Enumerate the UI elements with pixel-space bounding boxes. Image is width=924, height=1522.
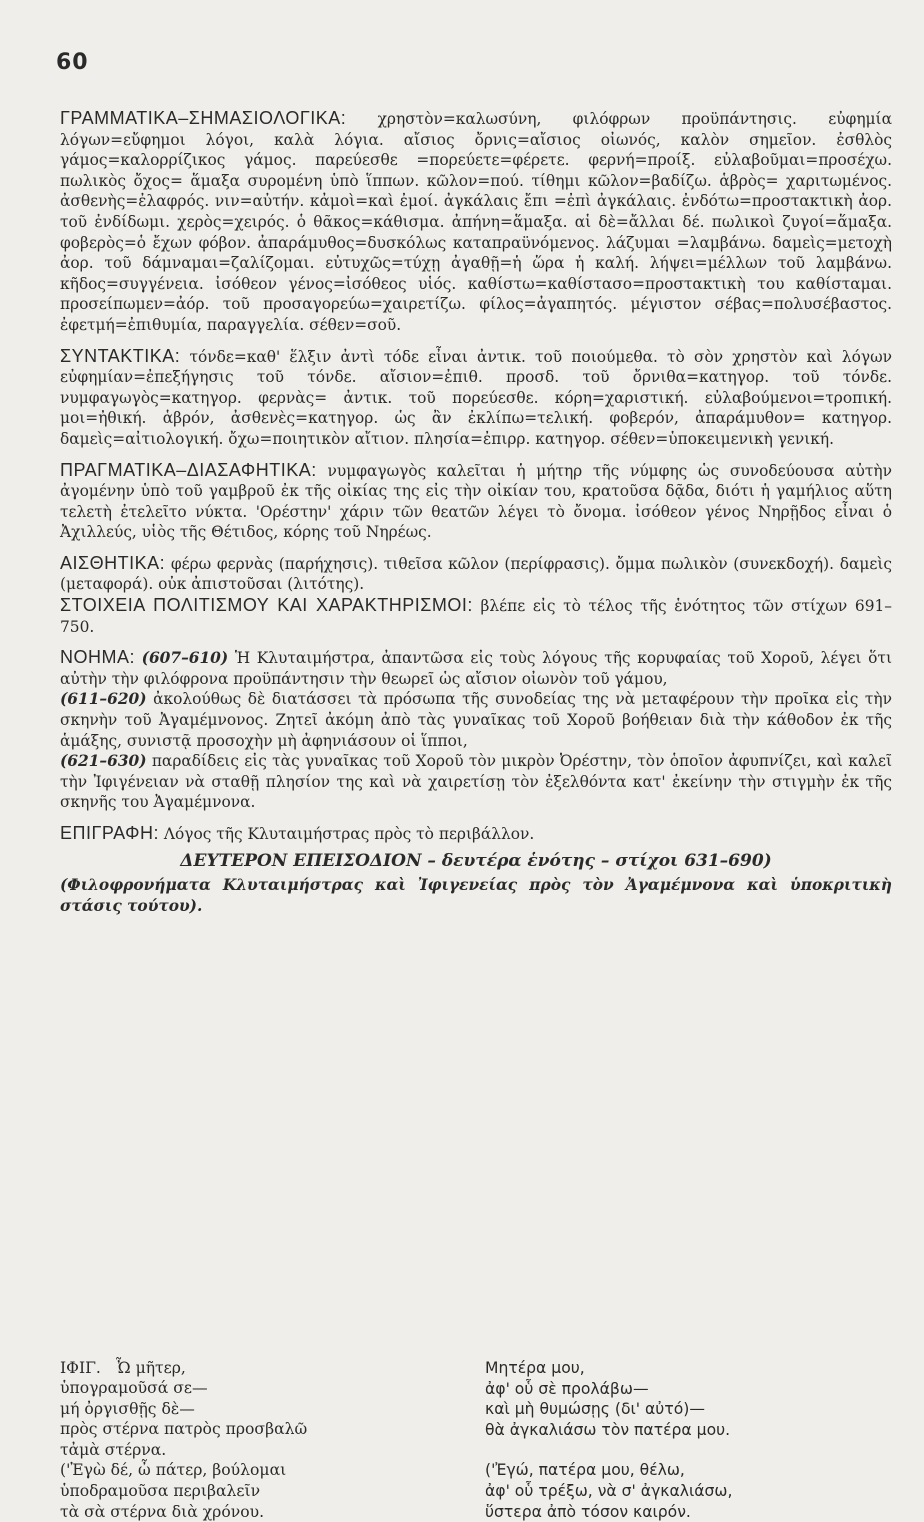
verse-line: τἀμὰ στέρνα. <box>60 1440 167 1459</box>
pragmatic-section <box>60 460 892 543</box>
grammar-heading: ΓΡΑΜΜΑΤΙΚΑ–ΣΗΜΑΣΙΟΛΟΓΙΚΑ: <box>60 108 347 128</box>
verse-line: ὑποδραμοῦσα περιβαλεῖν <box>60 1481 261 1500</box>
meaning-section <box>60 647 892 813</box>
translation-line: καὶ μὴ θυμώσῃς (δι' αὐτό)— <box>485 1400 705 1419</box>
pragmatic-heading: ΠΡΑΓΜΑΤΙΚΑ–ΔΙΑΣΑΦΗΤΙΚΑ: <box>60 459 317 480</box>
syntax-heading: ΣΥΝΤΑΚΤΙΚΑ: <box>60 345 181 366</box>
meaning-ref-3: (621–630) <box>60 752 147 771</box>
verse-line: πρὸς στέρνα πατρὸς προσβαλῶ <box>60 1420 308 1439</box>
translation-line: ἀφ' οὗ τρέξω, νὰ σ' ἀγκαλιάσω, <box>485 1481 733 1500</box>
episode-title: ΔΕΥΤΕΡΟΝ ΕΠΕΙΣΟΔΙΟΝ – δευτέρα ἑνότης – στίχοι 631–690) <box>180 850 772 871</box>
meaning-heading: ΝΟΗΜΑ: <box>60 647 135 668</box>
meaning-text-1: Ἡ Κλυταιμήστρα, ἀπαντῶσα εἰς τοὺς λόγους τῆς κορυφαίας τοῦ Χοροῦ, λέγει ὅτι αὐτὴν τὴν φιλόφρονα προϋπάντησιν τὴν θεωρεῖ ὡς αἴσιον οἰωνὸν τοῦ γάμου, <box>60 649 892 688</box>
aesthetic-text: φέρω φερνὰς (παρήχησις). τιθεῖσα κῶλον (περίφρασις). ὄμμα πωλικὸν (συνεκδοχή). δαμεὶς (μεταφορά). οὐκ ἀπιστοῦσαι (λιτότης). <box>60 554 892 594</box>
verse-line: τὰ σὰ στέρνα διὰ χρόνου. <box>60 1502 265 1521</box>
verse-line: ('Ἐγὼ δέ, ὦ πάτερ, βούλομαι <box>60 1461 287 1480</box>
epigraph-section <box>60 823 892 845</box>
translation-column <box>485 1358 895 1522</box>
commentary-body <box>60 108 892 918</box>
speaker-label: ΙΦΙΓ. <box>60 1359 101 1377</box>
meaning-ref-2: (611–620) <box>60 690 147 709</box>
page-number: 60 <box>56 50 89 75</box>
syntax-text: τόνδε=καθ' ἕλξιν ἀντὶ τόδε εἶναι ἀντικ. τοῦ ποιούμεθα. τὸ σὸν χρηστὸν καὶ λόγων εὐφημίαν=ἐπεξήγησις τοῦ τόνδε. αἴσιον=ἐπιθ. προσδ. τοῦ ὄρνιθα=κατηγορ. τοῦ τόνδε. νυμφαγωγὸς=κατηγορ. φερνὰς= ἀντικ. τοῦ πορεύεσθε. κόρη=χαριστική. εὐλαβούμενοι=τροπική. μοι=ἠθική. ἁβρόν, ἀσθενὲς=κατηγορ. ὡς ἂν ἐκλίπω=τελική. φοβερόν, ἀπαράμυθον= κατηγορ. δαμεὶς=αἰτιολογική. ὄχω=ποιητικὸν αἴτιον. πλησία=ἐπιρρ. κατηγορ. σέθεν=ὑποκειμενικὴ γενική. <box>60 347 892 448</box>
grammar-section <box>60 108 892 336</box>
verse-line: ὑπογραμοῦσά σε— <box>60 1379 208 1397</box>
epigraph-heading: ΕΠΙΓΡΑΦΗ: <box>60 823 159 843</box>
aesthetic-section <box>60 553 892 595</box>
stage-direction: (Φιλοφρονήματα Κλυταιμήστρας καὶ Ἰφιγενείας πρὸς τὸν Ἀγαμέμνονα καὶ ὑποκριτικὴ στάσις τούτου). <box>60 876 892 915</box>
aesthetic-heading: ΑΙΣΘΗΤΙΚΑ: <box>60 552 166 573</box>
verse-line: Ὦ μῆτερ, <box>116 1359 186 1377</box>
spacer <box>485 1440 895 1460</box>
translation-line: ὕστερα ἀπὸ τόσον καιρόν. <box>485 1502 691 1521</box>
culture-text: βλέπε εἰς τὸ τέλος τῆς ἑνότητος τῶν στίχων 691–750. <box>60 597 892 636</box>
meaning-text-3: παραδίδεις εἰς τὰς γυναῖκας τοῦ Χοροῦ τὸν μικρὸν Ὀρέστην, τὸν ὁποῖον ἀφυπνίζει, καὶ καλεῖ τὴν Ἰφιγένειαν νὰ σταθῇ πλησίον της καὶ νὰ χαιρετίσῃ τὸν ἐξελθόντα κατ' ἐκείνην τὴν στιγμὴν ἐκ τῆς σκηνῆς του Ἀγαμέμνονα. <box>60 752 892 812</box>
translation-line: ('Ἐγώ, πατέρα μου, θέλω, <box>485 1461 685 1480</box>
translation-line: Μητέρα μου, <box>485 1359 585 1377</box>
culture-section <box>60 595 892 637</box>
translation-line: θὰ ἀγκαλιάσω τὸν πατέρα μου. <box>485 1420 731 1439</box>
grammar-text: χρηστὸν=καλωσύνη, φιλόφρων προϋπάντησις. εὐφημία λόγων=εὔφημοι λόγοι, καλὰ λόγια. αἴσιος ὄρνις=αἴσιος οἰωνός, καλὸν σημεῖον. ἐσθλὸς γάμος=καλορρίζικος γάμος. παρεύεσθε =πορεύετε=φέρετε. φερνή=προίξ. εὐλαβοῦμαι=προσέχω. πωλικὸς ὄχος= ἅμαξα συρομένη ὑπὸ ἵππων. κῶλον=πού. τίθημι κῶλον=βαδίζω. ἁβρὸς= χαριτωμένος. ἀσθενὴς=ἐλαφρός. νιν=αὐτήν. κἀμοὶ=καὶ ἐμοί. ἀγκάλαις ἔπι =ἐπὶ ἀγκάλαις. ἐνδότω=προστακτικὴ ἀορ. τοῦ ἐνδίδωμι. χερὸς=χειρός. ὁ θᾶκος=κάθισμα. ἀπήνη=ἅμαξα. αἱ δὲ=ἄλλαι δέ. πωλικοὶ ζυγοί=ἅμαξα. φοβερὸς=ὁ ἔχων φόβον. ἀπαράμυθος=δυσκόλως καταπραϋνόμενος. λάζυμαι =λαμβάνω. δαμεὶς=μετοχὴ ἀορ. τοῦ δάμναμαι=ζαλίζομαι. εὐτυχῶς=τύχῃ ἀγαθῇ=ἡ ὥρα ἡ καλή. λήψει=μέλλων τοῦ λαμβάνω. κῆδος=συγγένεια. ἰσόθεον γένος=ἰσόθεος υἱός. καθίστω=καθίστασο=προστακτικὴ του καθίσταμαι. προσείπωμεν=ἀόρ. τοῦ προσαγορεύω=χαιρετίζω. φίλος=ἀγαπητός. μέγιστον σέβας=πολυσέβαστος. ἐφετμή=ἐπιθυμία, παραγγελία. σέθεν=σοῦ. <box>60 110 892 334</box>
translation-line: ἀφ' οὗ σὲ προλάβω— <box>485 1379 649 1398</box>
pragmatic-text: νυμφαγωγὸς καλεῖται ἡ μήτηρ τῆς νύμφης ὡς συνοδεύουσα αὐτὴν ἀγομένην ὑπὸ τοῦ γαμβροῦ ἐκ τῆς οἰκίας της εἰς τὴν οἰκίαν του, κρατοῦσα δᾷδα, διότι ἡ γαμήλιος αὕτη τελετὴ ἐτελεῖτο νύκτα. 'Ορέστην' χάριν τῶν θεατῶν λέγει τὸ ὄνομα. ἰσόθεον γένος Νηρῇδος εἶναι ὁ Ἀχιλλεύς, υἱὸς τῆς Θέτιδος, κόρης τοῦ Νηρέως. <box>60 461 892 542</box>
verse-line: μή ὀργισθῇς δὲ— <box>60 1399 195 1418</box>
syntax-section <box>60 346 892 450</box>
meaning-ref-1: (607–610) <box>141 649 229 668</box>
meaning-text-2: ἀκολούθως δὲ διατάσσει τὰ πρόσωπα τῆς συνοδείας της νὰ μεταφέρουν τὴν προῖκα εἰς τὴν σκηνὴν τοῦ Ἀγαμέμνονος. Ζητεῖ ἀκόμη ἀπὸ τὰς γυναῖκας τοῦ Χοροῦ βοήθειαν διὰ τὴν κάθοδον ἐκ τῆς ἁμάξης, συνιστᾷ προσοχὴν μὴ ἀφηνιάσουν οἱ ἵπποι, <box>60 690 892 750</box>
epigraph-text: Λόγος τῆς Κλυταιμήστρας πρὸς τὸ περιβάλλον. <box>163 825 535 843</box>
culture-heading: ΣΤΟΙΧΕΙΑ ΠΟΛΙΤΙΣΜΟΥ ΚΑΙ ΧΑΡΑΚΤΗΡΙΣΜΟΙ: <box>60 595 473 616</box>
